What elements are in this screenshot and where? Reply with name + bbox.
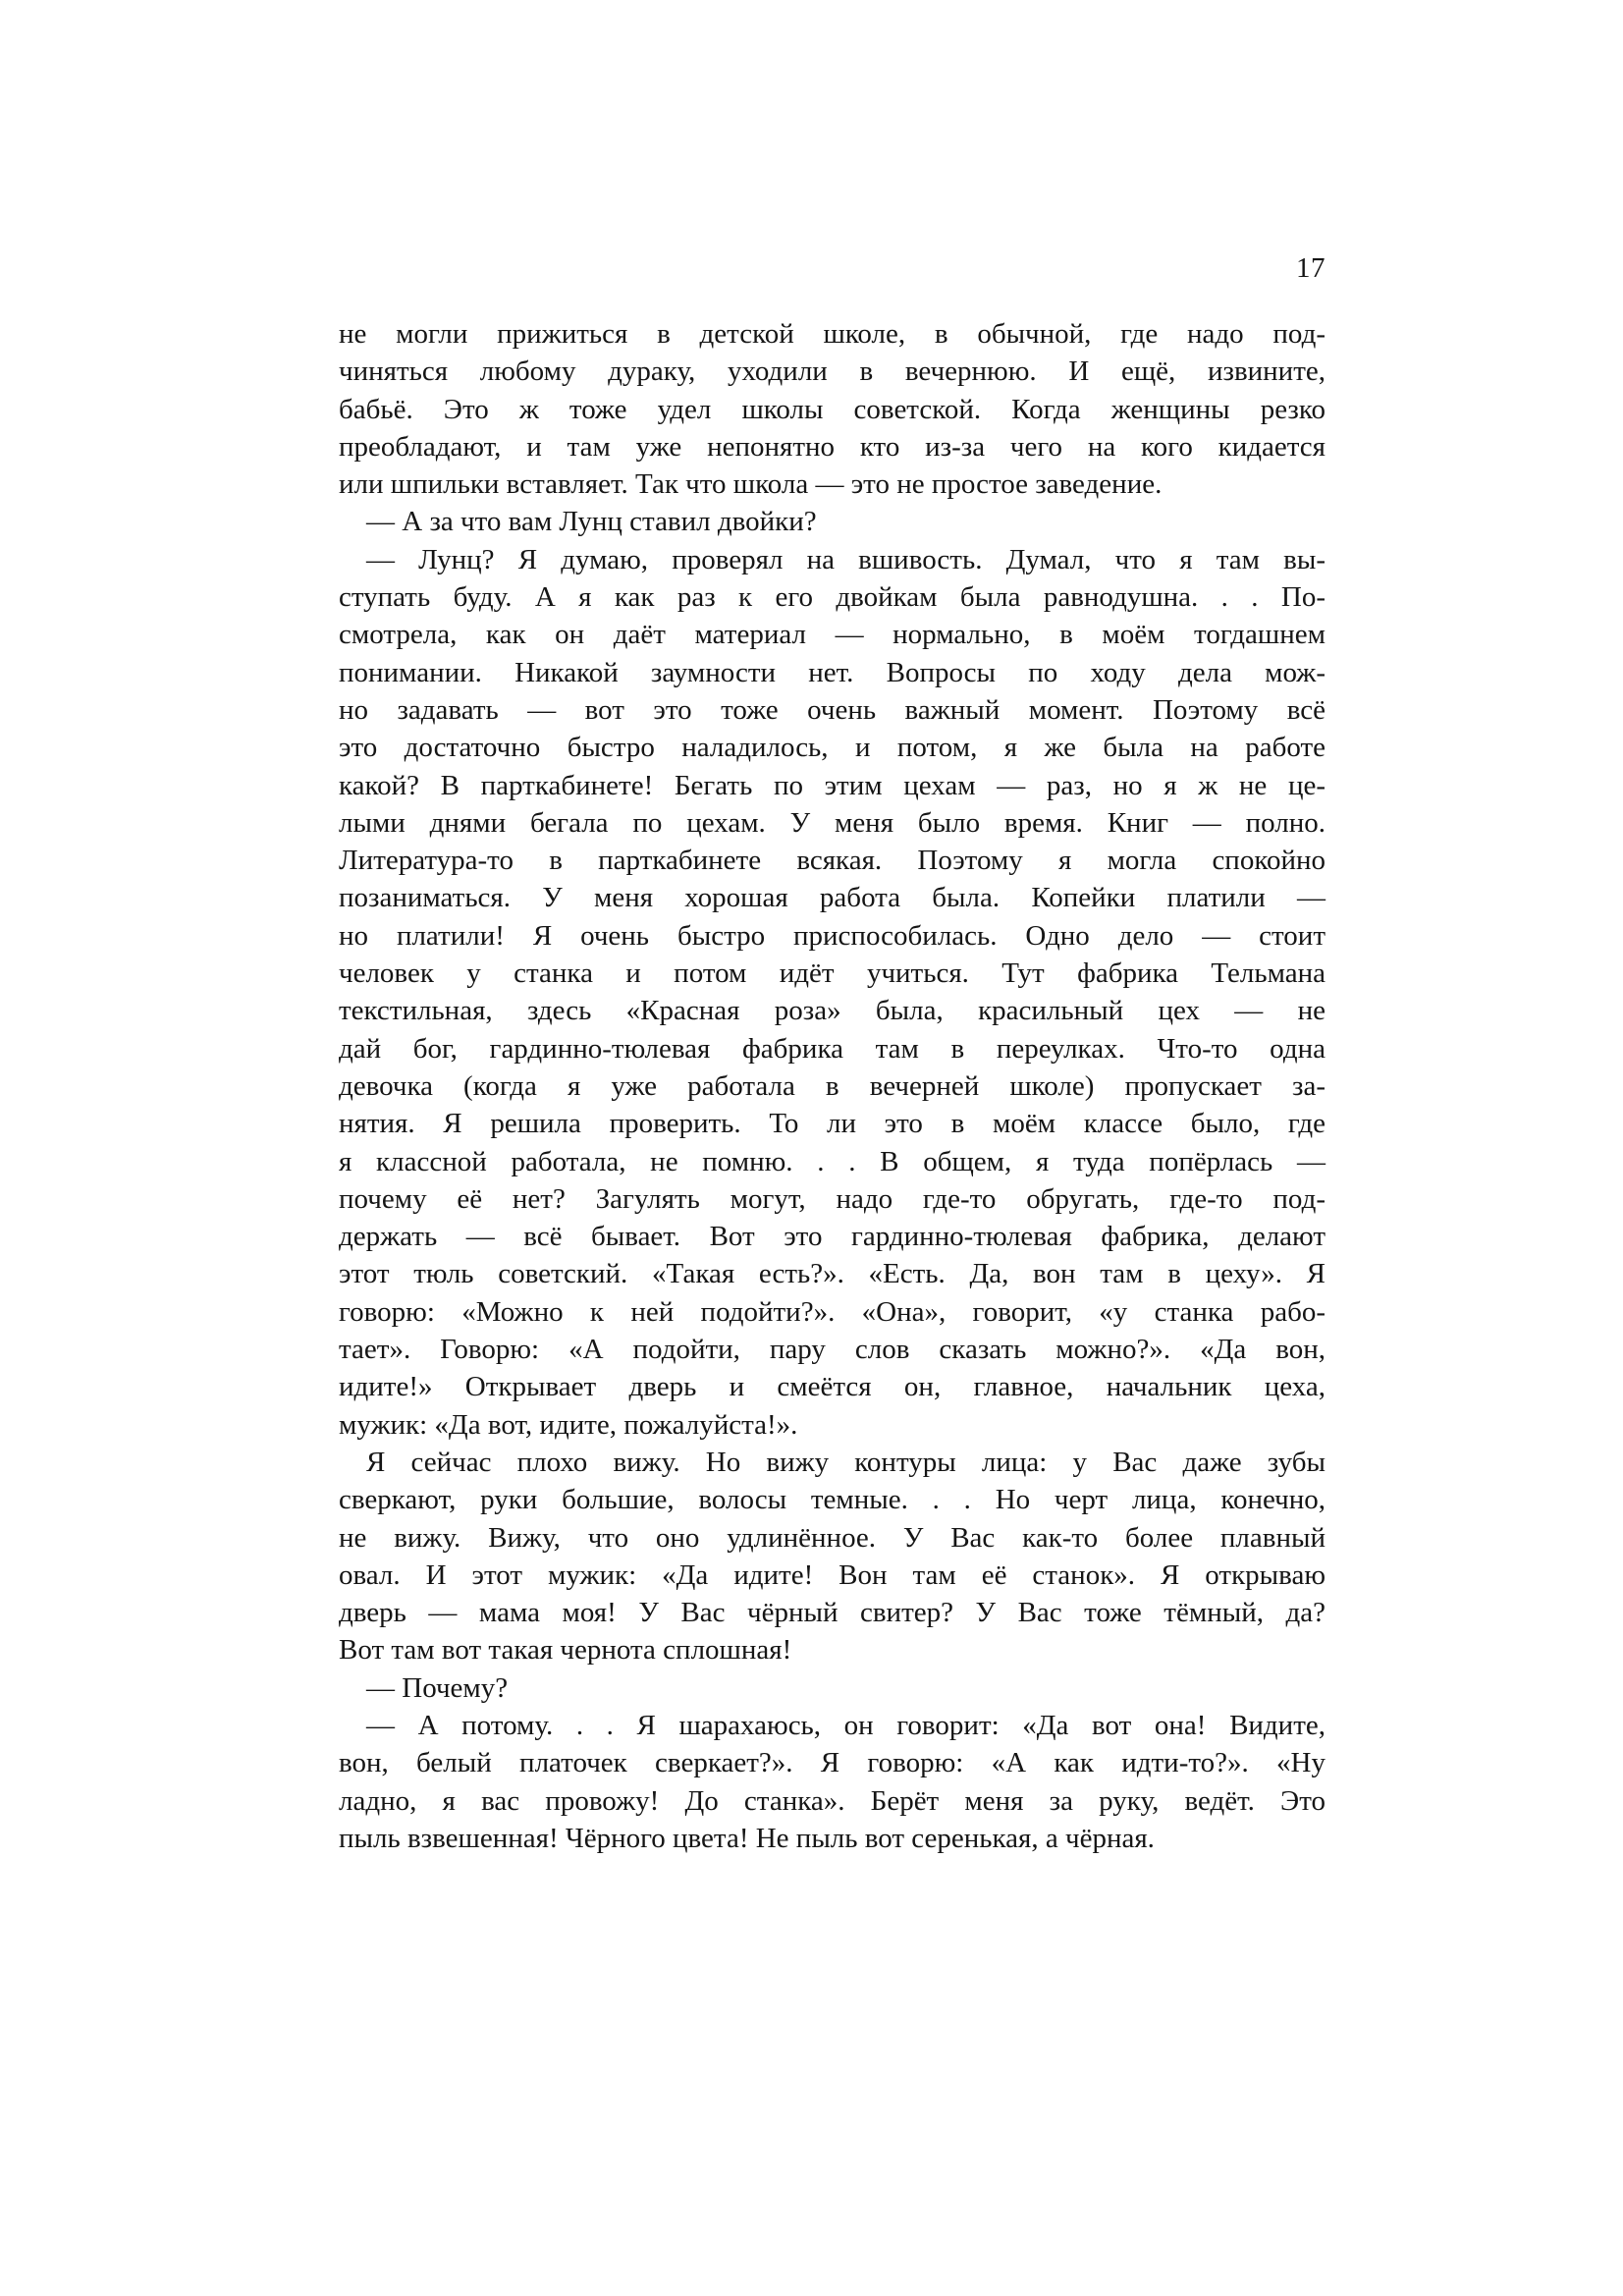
text-line: я классной работала, не помню. . . В общем, я туда попёрлась — — [339, 1145, 1325, 1177]
page-number: 17 — [1296, 252, 1325, 284]
text-line: этот тюль советский. «Такая есть?». «Есть. Да, вон там в цеху». Я — [339, 1258, 1325, 1290]
text-line: говорю: «Можно к ней подойти?». «Она», говорит, «у станка рабо- — [339, 1295, 1325, 1328]
text-line: пыль взвешенная! Чёрного цвета! Не пыль вот серенькая, а чёрная. — [339, 1822, 1155, 1854]
text-line: нятия. Я решила проверить. То ли это в моём классе было, где — [339, 1108, 1325, 1140]
text-line: смотрела, как он даёт материал — нормально, в моём тогдашнем — [339, 619, 1325, 651]
text-line: тает». Говорю: «А подойти, пару слов сказать можно?». «Да вон, — [339, 1334, 1325, 1366]
text-line: преобладают, и там уже непонятно кто из-за чего на кого кидается — [339, 430, 1325, 463]
text-line: дверь — мама моя! У Вас чёрный свитер? У Вас тоже тёмный, да? — [339, 1597, 1325, 1629]
text-line: ступать буду. А я как раз к его двойкам была равнодушна. . . По- — [339, 581, 1325, 614]
page-body — [339, 315, 1325, 1857]
text-line: вон, белый платочек сверкает?». Я говорю: «А как идти-то?». «Ну — [339, 1747, 1325, 1779]
text-line: понимании. Никакой заумности нет. Вопросы по ходу дела мож- — [339, 656, 1325, 688]
text-line: не могли прижиться в детской школе, в обычной, где надо под- — [339, 318, 1325, 350]
text-line: — А за что вам Лунц ставил двойки? — [366, 506, 817, 538]
text-line: овал. И этот мужик: «Да идите! Вон там её станок». Я открываю — [339, 1558, 1325, 1591]
text-line: лыми днями бегала по цехам. У меня было время. Книг — полно. — [339, 806, 1325, 839]
text-line: — Почему? — [366, 1671, 509, 1704]
text-line: позаниматься. У меня хорошая работа была. Копейки платили — — [339, 882, 1325, 914]
text-line: Литература-то в парткабинете всякая. Поэтому я могла спокойно — [339, 845, 1325, 877]
text-line: мужик: «Да вот, идите, пожалуйста!». — [339, 1408, 798, 1441]
text-line: но задавать — вот это тоже очень важный момент. Поэтому всё — [339, 693, 1325, 726]
text-line: текстильная, здесь «Красная роза» была, красильный цех — не — [339, 995, 1325, 1027]
text-line: Вот там вот такая чернота сплошная! — [339, 1634, 792, 1667]
text-line: почему её нет? Загулять могут, надо где-то обругать, где-то под- — [339, 1182, 1325, 1215]
text-line: бабьё. Это ж тоже удел школы советской. Когда женщины резко — [339, 393, 1325, 425]
text-line: Я сейчас плохо вижу. Но вижу контуры лица: у Вас даже зубы — [366, 1446, 1325, 1478]
text-line: человек у станка и потом идёт учиться. Тут фабрика Тельмана — [339, 957, 1325, 990]
text-line: — А потому. . . Я шарахаюсь, он говорит: «Да вот она! Видите, — [366, 1709, 1325, 1741]
text-line: девочка (когда я уже работала в вечерней школе) пропускает за- — [339, 1069, 1325, 1102]
text-line: или шпильки вставляет. Так что школа — это не простое заведение. — [339, 468, 1163, 501]
text-line: ладно, я вас провожу! До станка». Берёт меня за руку, ведёт. Это — [339, 1784, 1325, 1817]
text-line: но платили! Я очень быстро приспособилась. Одно дело — стоит — [339, 919, 1325, 952]
text-line: чиняться любому дураку, уходили в вечернюю. И ещё, извините, — [339, 355, 1325, 388]
text-line: держать — всё бывает. Вот это гардинно-тюлевая фабрика, делают — [339, 1221, 1325, 1253]
text-line: — Лунц? Я думаю, проверял на вшивость. Думал, что я там вы- — [366, 543, 1325, 575]
text-line: сверкают, руки большие, волосы темные. . . Но черт лица, конечно, — [339, 1484, 1325, 1516]
text-line: какой? В парткабинете! Бегать по этим цехам — раз, но я ж не це- — [339, 769, 1325, 801]
text-line: не вижу. Вижу, что оно удлинённое. У Вас как-то более плавный — [339, 1521, 1325, 1554]
text-line: дай бог, гардинно-тюлевая фабрика там в переулках. Что-то одна — [339, 1032, 1325, 1065]
text-line: это достаточно быстро наладилось, и потом, я же была на работе — [339, 732, 1325, 764]
text-line: идите!» Открывает дверь и смеётся он, главное, начальник цеха, — [339, 1371, 1325, 1403]
